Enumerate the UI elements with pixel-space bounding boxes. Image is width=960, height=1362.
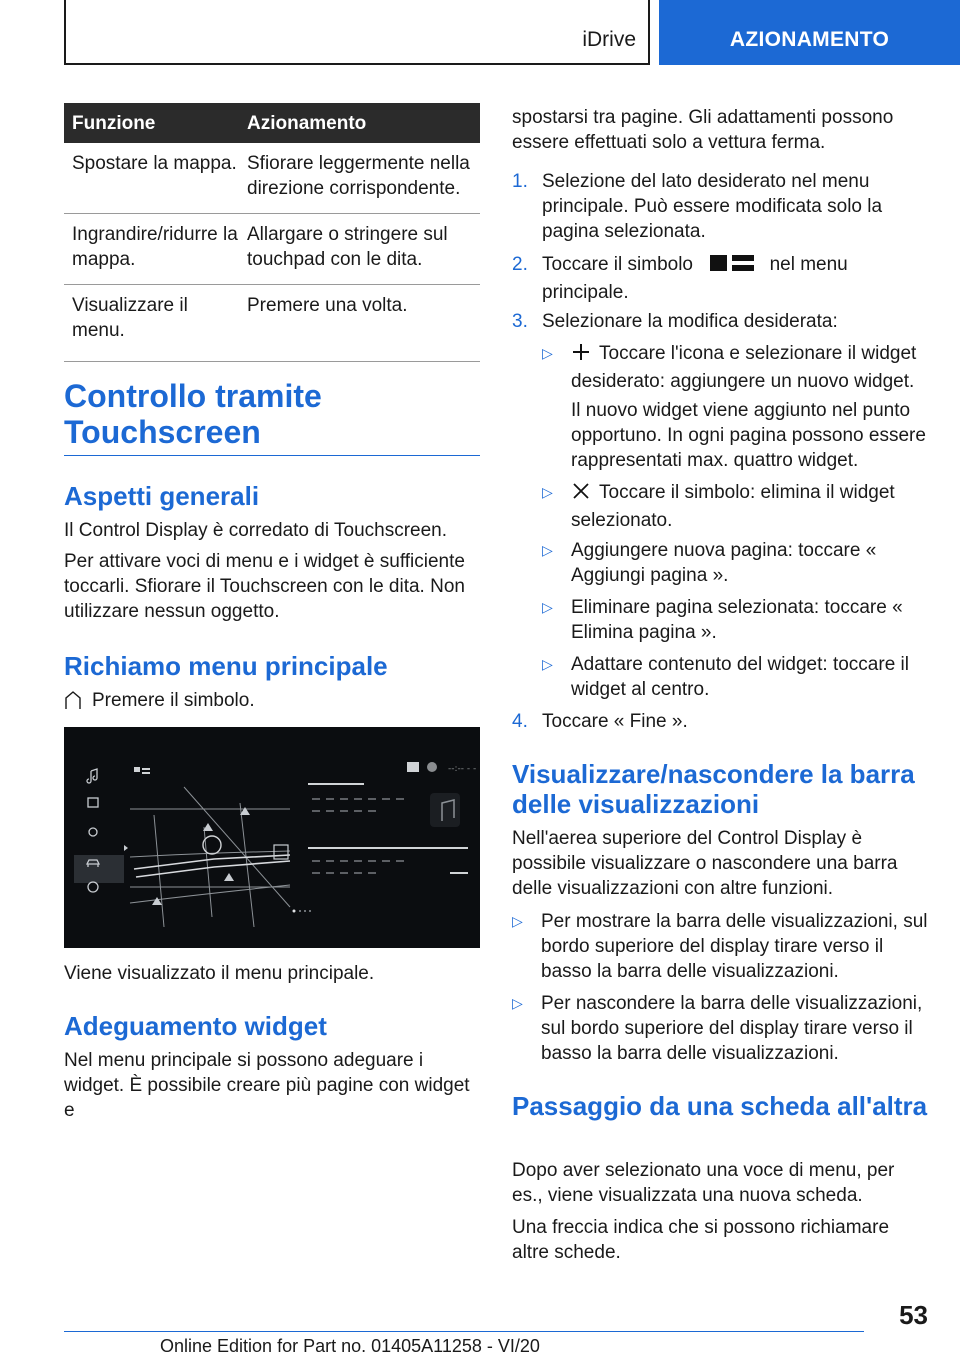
bullet-icon: ▷: [512, 995, 523, 1011]
bullet-icon: ▷: [542, 345, 553, 361]
paragraph-text: Premere il simbolo.: [92, 690, 255, 711]
heading-visualizzare-barra: Visualizzare/nascondere la barra delle visualizzazioni: [512, 759, 915, 819]
table-cell: Ingrandire/ridurre la mappa.: [64, 214, 239, 285]
list-item-text: Eliminare pagina selezionata: toccare « Elimina pagina ».: [571, 597, 903, 643]
header-section: iDrive: [582, 28, 636, 51]
paragraph: spostarsi tra pagine. Gli adattamenti possono essere effettuati solo a vettura ferma.: [512, 107, 894, 153]
bullet-icon: ▷: [542, 484, 553, 500]
step-item: [512, 709, 928, 734]
main-menu-screenshot: [64, 727, 480, 948]
heading-touchscreen: Controllo tramite Touchscreen: [64, 378, 322, 450]
paragraph: Il Control Display è corredato di Touchscreen.: [64, 520, 448, 541]
bullet-icon: ▷: [542, 542, 553, 558]
paragraph: Il nuovo widget viene aggiunto nel punto opportuno. In ogni pagina possono essere rappresentati max. quattro widget.: [571, 400, 926, 471]
svg-text:--:-- - -: --:-- - -: [448, 764, 477, 774]
table-header: Azionamento: [239, 103, 480, 143]
heading-aspetti-generali: Aspetti generali: [64, 481, 260, 511]
paragraph: Nell'aerea superiore del Control Display è possibile visualizzare o nascondere una barra delle visualizzazioni con altre funzioni.: [512, 828, 898, 899]
bullet-icon: ▷: [542, 599, 553, 615]
bullet-icon: ▷: [542, 656, 553, 672]
table-row: [64, 214, 480, 285]
list-item: [542, 341, 928, 394]
page-number: 53: [899, 1300, 928, 1330]
heading-adeguamento-widget: Adeguamento widget: [64, 1011, 327, 1041]
table-header: Funzione: [64, 103, 239, 143]
close-icon: [571, 481, 591, 508]
list-item: [512, 991, 928, 1066]
step-item: [512, 169, 928, 244]
step-item: [512, 309, 928, 334]
list-item-text: Adattare contenuto del widget: toccare il widget al centro.: [571, 654, 909, 700]
list-item: [542, 595, 928, 645]
paragraph-richiamo: [64, 688, 480, 713]
main-menu-screenshot-art: [64, 727, 480, 948]
header-chapter: AZIONAMENTO: [729, 28, 890, 51]
step-text: nel menu principale.: [542, 254, 848, 303]
list-item-text: Aggiungere nuova pagina: toccare « Aggiungi pagina ».: [571, 540, 877, 586]
heading-passaggio-scheda: Passaggio da una scheda all'altra: [512, 1091, 928, 1121]
list-item: [542, 480, 928, 533]
function-table: [64, 103, 480, 362]
list-item-text: Per mostrare la barra delle visualizzazioni, sul bordo superiore del display tirare verso il basso la barra delle visualizzazioni.: [541, 911, 928, 982]
step-text: Toccare il simbolo: [542, 254, 693, 275]
paragraph: Una freccia indica che si possono richiamare altre schede.: [512, 1217, 890, 1263]
header-section-box: [64, 0, 650, 65]
table-cell: Premere una volta.: [239, 285, 480, 362]
table-cell: Sfiorare leggermente nella direzione corrispondente.: [239, 143, 480, 214]
footer-rule: [64, 1331, 864, 1332]
table-row: [64, 285, 480, 362]
step-text: Selezionare la modifica desiderata:: [542, 311, 838, 332]
heading-rule: [64, 455, 480, 456]
step-number: 2.: [512, 254, 528, 275]
list-item-text: Per nascondere la barra delle visualizzazioni, sul bordo superiore del display tirare verso il basso la barra delle visualizzazioni.: [541, 993, 923, 1064]
step-text: Toccare « Fine ».: [542, 711, 688, 732]
paragraph: Nel menu principale si possono adeguare i widget. È possibile creare più pagine con widget e: [64, 1050, 470, 1121]
table-row: [64, 143, 480, 214]
table-header-row: [64, 103, 480, 143]
paragraph: Dopo aver selezionato una voce di menu, per es., viene visualizzata una nuova scheda.: [512, 1160, 895, 1206]
table-cell: Spostare la mappa.: [64, 143, 239, 214]
table-cell: Allargare o stringere sul touchpad con le dita.: [239, 214, 480, 285]
table-cell: Visualizzare il menu.: [64, 285, 239, 362]
plus-icon: [571, 342, 591, 369]
footer-edition: Online Edition for Part no. 01405A11258 - VI/20: [160, 1336, 540, 1356]
list-item-text: Toccare l'icona e selezionare il widget desiderato: aggiungere un nuovo widget.: [571, 343, 917, 392]
list-item: [542, 538, 928, 588]
step-number: 1.: [512, 171, 528, 192]
list-item-text: Toccare il simbolo: elimina il widget selezionato.: [571, 482, 895, 531]
heading-richiamo-menu: Richiamo menu principale: [64, 651, 388, 681]
step-number: 4.: [512, 711, 528, 732]
step-item: [512, 252, 928, 305]
bullet-icon: ▷: [512, 913, 523, 929]
paragraph: Viene visualizzato il menu principale.: [64, 963, 375, 984]
header-chapter-tab: [659, 0, 960, 65]
step-text: Selezione del lato desiderato nel menu principale. Può essere modificata solo la pagina selezionata.: [542, 171, 883, 242]
home-icon: [64, 690, 82, 717]
step-number: 3.: [512, 311, 528, 332]
widgets-icon: [710, 253, 754, 280]
list-item: [512, 909, 928, 984]
paragraph: Per attivare voci di menu e i widget è sufficiente toccarli. Sfiorare il Touchscreen con le dita. Non utilizzare nessun oggetto.: [64, 551, 465, 622]
list-item: [542, 652, 928, 702]
